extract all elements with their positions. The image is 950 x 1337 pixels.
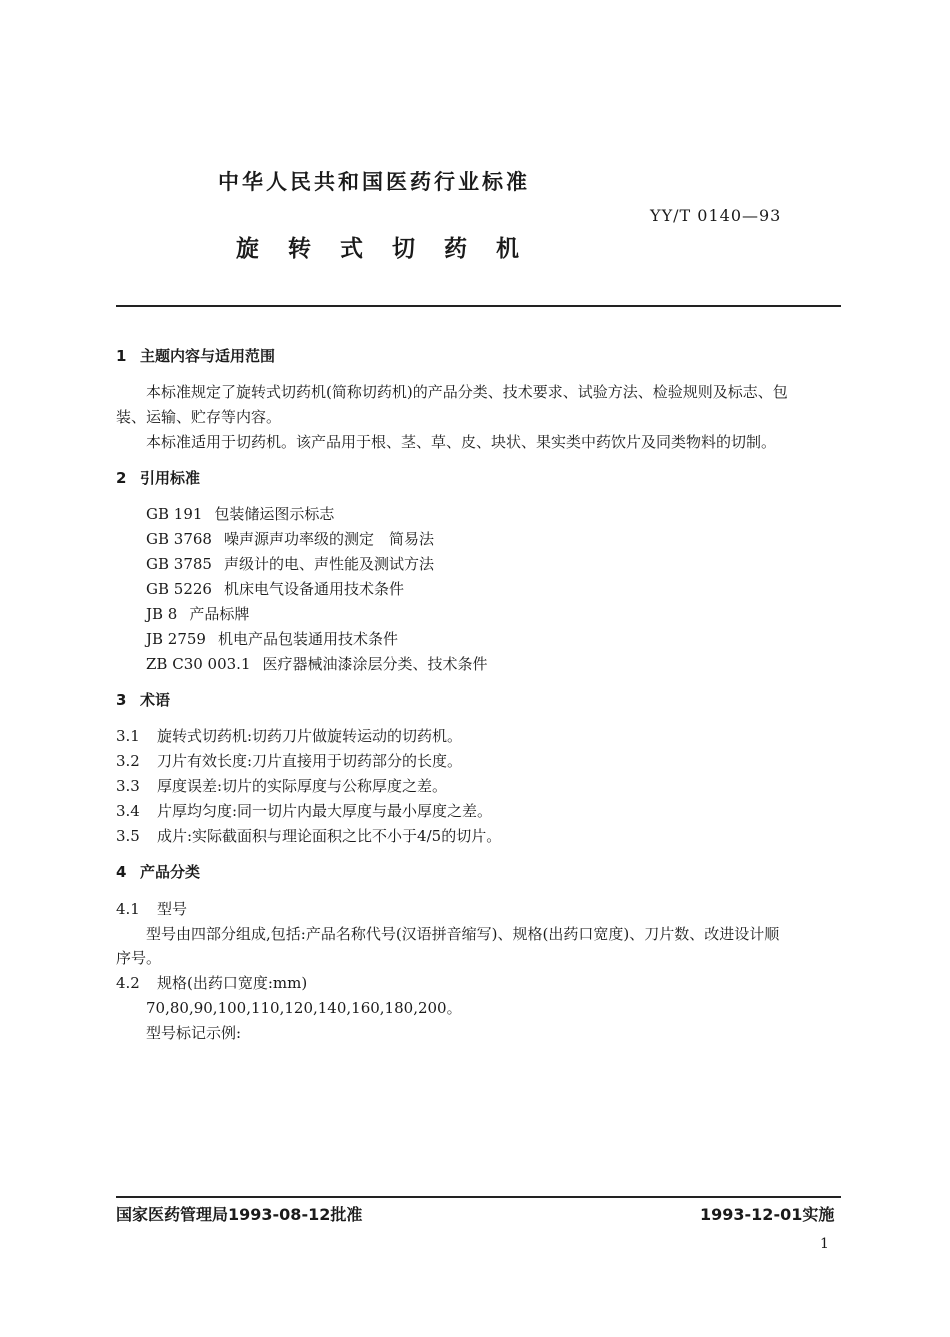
term-item xyxy=(116,725,462,746)
reference-code: JB 8 xyxy=(146,605,178,623)
subsection-title: 规格(出药口宽度:mm) xyxy=(157,974,308,992)
standard-title: 中华人民共和国医药行业标准 xyxy=(218,170,530,194)
reference-item xyxy=(146,603,249,624)
term-text: 片厚均匀度:同一切片内最大厚度与最小厚度之差。 xyxy=(157,802,493,820)
subsection-number: 4.2 xyxy=(116,974,140,992)
section-title: 产品分类 xyxy=(140,863,201,881)
reference-code: GB 191 xyxy=(146,505,203,523)
section-2-heading xyxy=(116,467,200,488)
subsection-4-1-line1: 型号由四部分组成,包括:产品名称代号(汉语拼音缩写)、规格(出药口宽度)、刀片数、改进设计顺 xyxy=(146,925,780,943)
term-item xyxy=(116,800,492,821)
approval-line: 国家医药管理局1993-08-12批准 xyxy=(116,1205,363,1224)
subsection-4-2-heading xyxy=(116,972,307,993)
header-divider xyxy=(116,305,841,307)
term-text: 成片:实际截面积与理论面积之比不小于4/5的切片。 xyxy=(157,827,502,845)
term-number: 3.2 xyxy=(116,752,140,770)
section-4-heading xyxy=(116,861,200,882)
reference-item xyxy=(146,578,404,599)
reference-item xyxy=(146,653,488,674)
reference-code: JB 2759 xyxy=(146,630,206,648)
section-3-heading xyxy=(116,689,170,710)
term-item xyxy=(116,825,501,846)
term-text: 刀片有效长度:刀片直接用于切药部分的长度。 xyxy=(157,752,463,770)
effective-date: 1993-12-01实施 xyxy=(700,1205,835,1224)
term-number: 3.3 xyxy=(116,777,140,795)
subsection-4-1-line2: 序号。 xyxy=(116,949,162,967)
footer-divider xyxy=(116,1196,841,1198)
term-item xyxy=(116,750,462,771)
reference-name: 包装储运图示标志 xyxy=(214,505,335,523)
reference-name: 声级计的电、声性能及测试方法 xyxy=(223,555,434,573)
reference-code: GB 3785 xyxy=(146,555,212,573)
document-title: 旋转式切药机 xyxy=(236,236,548,262)
section-1-para1-line2: 装、运输、贮存等内容。 xyxy=(116,408,282,426)
reference-name: 医疗器械油漆涂层分类、技术条件 xyxy=(262,655,488,673)
section-1-para1-line1: 本标准规定了旋转式切药机(简称切药机)的产品分类、技术要求、试验方法、检验规则及标志、包 xyxy=(146,383,788,401)
reference-name: 产品标牌 xyxy=(189,605,250,623)
reference-code: ZB C30 003.1 xyxy=(146,655,251,673)
reference-name: 机电产品包装通用技术条件 xyxy=(217,630,398,648)
section-number: 2 xyxy=(116,469,127,487)
reference-code: GB 5226 xyxy=(146,580,212,598)
reference-name: 机床电气设备通用技术条件 xyxy=(223,580,404,598)
section-number: 3 xyxy=(116,691,127,709)
subsection-4-1-heading xyxy=(116,898,187,919)
term-number: 3.1 xyxy=(116,727,140,745)
section-1-heading xyxy=(116,345,275,366)
subsection-number: 4.1 xyxy=(116,900,140,918)
section-number: 1 xyxy=(116,347,127,365)
reference-code: GB 3768 xyxy=(146,530,212,548)
section-title: 术语 xyxy=(140,691,171,709)
subsection-4-2-example: 型号标记示例: xyxy=(146,1024,242,1042)
subsection-title: 型号 xyxy=(157,900,188,918)
section-title: 引用标准 xyxy=(140,469,201,487)
term-text: 旋转式切药机:切药刀片做旋转运动的切药机。 xyxy=(157,727,463,745)
reference-name: 噪声源声功率级的测定 简易法 xyxy=(223,530,434,548)
term-number: 3.4 xyxy=(116,802,140,820)
term-item xyxy=(116,775,447,796)
section-1-para2: 本标准适用于切药机。该产品用于根、茎、草、皮、块状、果实类中药饮片及同类物料的切制。 xyxy=(146,433,777,451)
reference-item xyxy=(146,628,398,649)
reference-item xyxy=(146,528,434,549)
page-number: 1 xyxy=(820,1236,829,1252)
term-number: 3.5 xyxy=(116,827,140,845)
standard-code: YY/T 0140—93 xyxy=(650,206,782,225)
reference-item xyxy=(146,503,334,524)
term-text: 厚度误差:切片的实际厚度与公称厚度之差。 xyxy=(157,777,448,795)
section-title: 主题内容与适用范围 xyxy=(140,347,276,365)
subsection-4-2-values: 70,80,90,100,110,120,140,160,180,200。 xyxy=(146,999,462,1017)
section-number: 4 xyxy=(116,863,127,881)
reference-item xyxy=(146,553,434,574)
